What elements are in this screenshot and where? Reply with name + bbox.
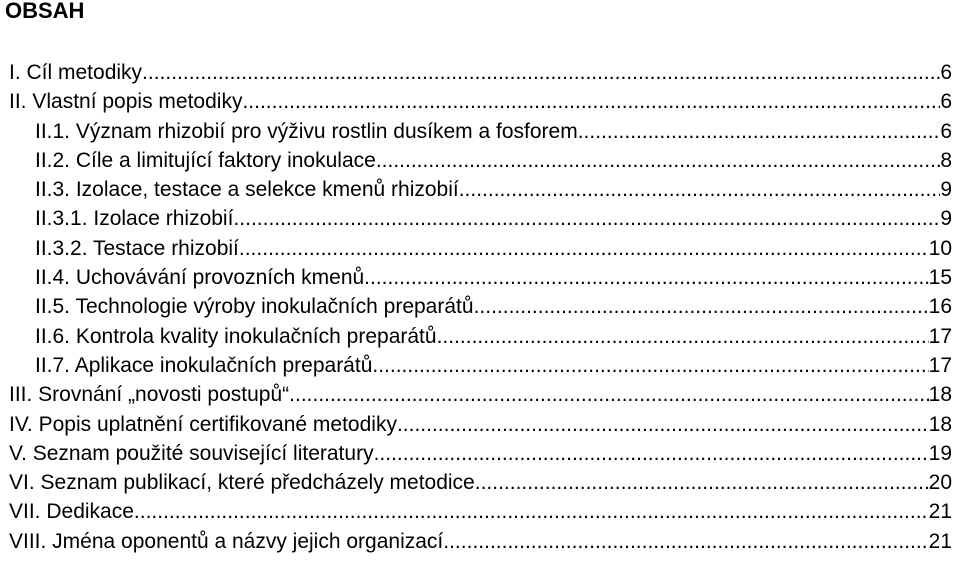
toc-entry-label: II.3.2. Testace rhizobií [35,236,239,260]
toc-entry-page: 6 [940,119,952,143]
toc-entry-label: II.6. Kontrola kvality inokulačních preparátů [35,324,437,348]
toc-entry-label: II.4. Uchovávání provozních kmenů [35,266,365,290]
toc-entry-label: II.5. Technologie výroby inokulačních preparátů [35,295,474,319]
toc-entry[interactable] [9,234,952,263]
toc-dot-leader [443,527,928,556]
toc-entry-page: 19 [928,441,952,465]
toc-entry-page: 17 [928,324,952,348]
toc-entry[interactable] [9,439,952,468]
toc-entry-page: 15 [928,266,952,290]
toc-dot-leader [364,263,928,292]
toc-entry-page: 6 [940,90,952,114]
toc-entry[interactable] [9,263,952,292]
toc-entry[interactable] [9,380,952,409]
toc-entry[interactable] [9,175,952,204]
toc-entry[interactable] [9,497,952,526]
toc-dot-leader [134,497,929,526]
toc-entry[interactable] [9,410,952,439]
toc-entry-label: IV. Popis uplatnění certifikované metodiky [9,412,397,436]
toc-entry-label: II.3.1. Izolace rhizobií [35,207,234,231]
toc-entry-page: 18 [928,412,952,436]
toc-dot-leader [474,292,929,321]
toc-entry[interactable] [9,322,952,351]
toc-entry[interactable] [9,527,952,556]
toc-entry-page: 9 [940,207,952,231]
table-of-contents [9,58,952,556]
toc-entry-label: VI. Seznam publikací, které předcházely metodice [9,471,475,495]
toc-entry-label: I. Cíl metodiky [9,61,143,84]
toc-entry[interactable] [9,87,952,116]
toc-entry-label: VII. Dedikace [9,500,134,524]
toc-dot-leader [374,439,929,468]
toc-entry-page: 16 [928,295,952,319]
toc-dot-leader [239,234,929,263]
toc-entry-label: III. Srovnání „novosti postupů“ [9,383,290,407]
toc-entry-page: 18 [928,383,952,407]
toc-dot-leader [459,175,941,204]
toc-entry-label: II.7. Aplikace inokulačních preparátů [35,353,373,377]
toc-dot-leader [578,117,941,146]
toc-dot-leader [142,58,940,87]
toc-entry-label: II.1. Význam rhizobií pro výživu rostlin dusíkem a fosforem [35,119,578,143]
toc-heading: OBSAH [5,0,85,23]
toc-entry-label: II.2. Cíle a limitující faktory inokulace [35,148,376,172]
toc-entry[interactable] [9,204,952,233]
toc-dot-leader [233,204,940,233]
toc-dot-leader [475,468,929,497]
toc-entry[interactable] [9,468,952,497]
toc-dot-leader [372,351,928,380]
toc-dot-leader [397,410,929,439]
toc-entry-label: II.3. Izolace, testace a selekce kmenů rhizobií [35,178,459,202]
toc-entry[interactable] [9,146,952,175]
toc-entry-page: 9 [940,178,952,202]
toc-dot-leader [289,380,928,409]
toc-entry[interactable] [9,117,952,146]
toc-entry[interactable] [9,351,952,380]
toc-entry-page: 8 [940,148,952,172]
toc-entry-page: 6 [940,61,952,84]
toc-entry-page: 20 [928,471,952,495]
toc-entry-page: 10 [928,236,952,260]
toc-entry-label: VIII. Jména oponentů a názvy jejich organizací [9,529,444,553]
toc-entry-page: 17 [928,353,952,377]
toc-entry-label: II. Vlastní popis metodiky [9,90,243,114]
toc-dot-leader [242,87,940,116]
toc-entry-label: V. Seznam použité související literatury [9,441,374,465]
toc-entry[interactable] [9,58,952,87]
toc-dot-leader [437,322,929,351]
toc-entry-page: 21 [928,529,952,553]
toc-entry-page: 21 [928,500,952,524]
toc-entry[interactable] [9,292,952,321]
toc-dot-leader [376,146,941,175]
